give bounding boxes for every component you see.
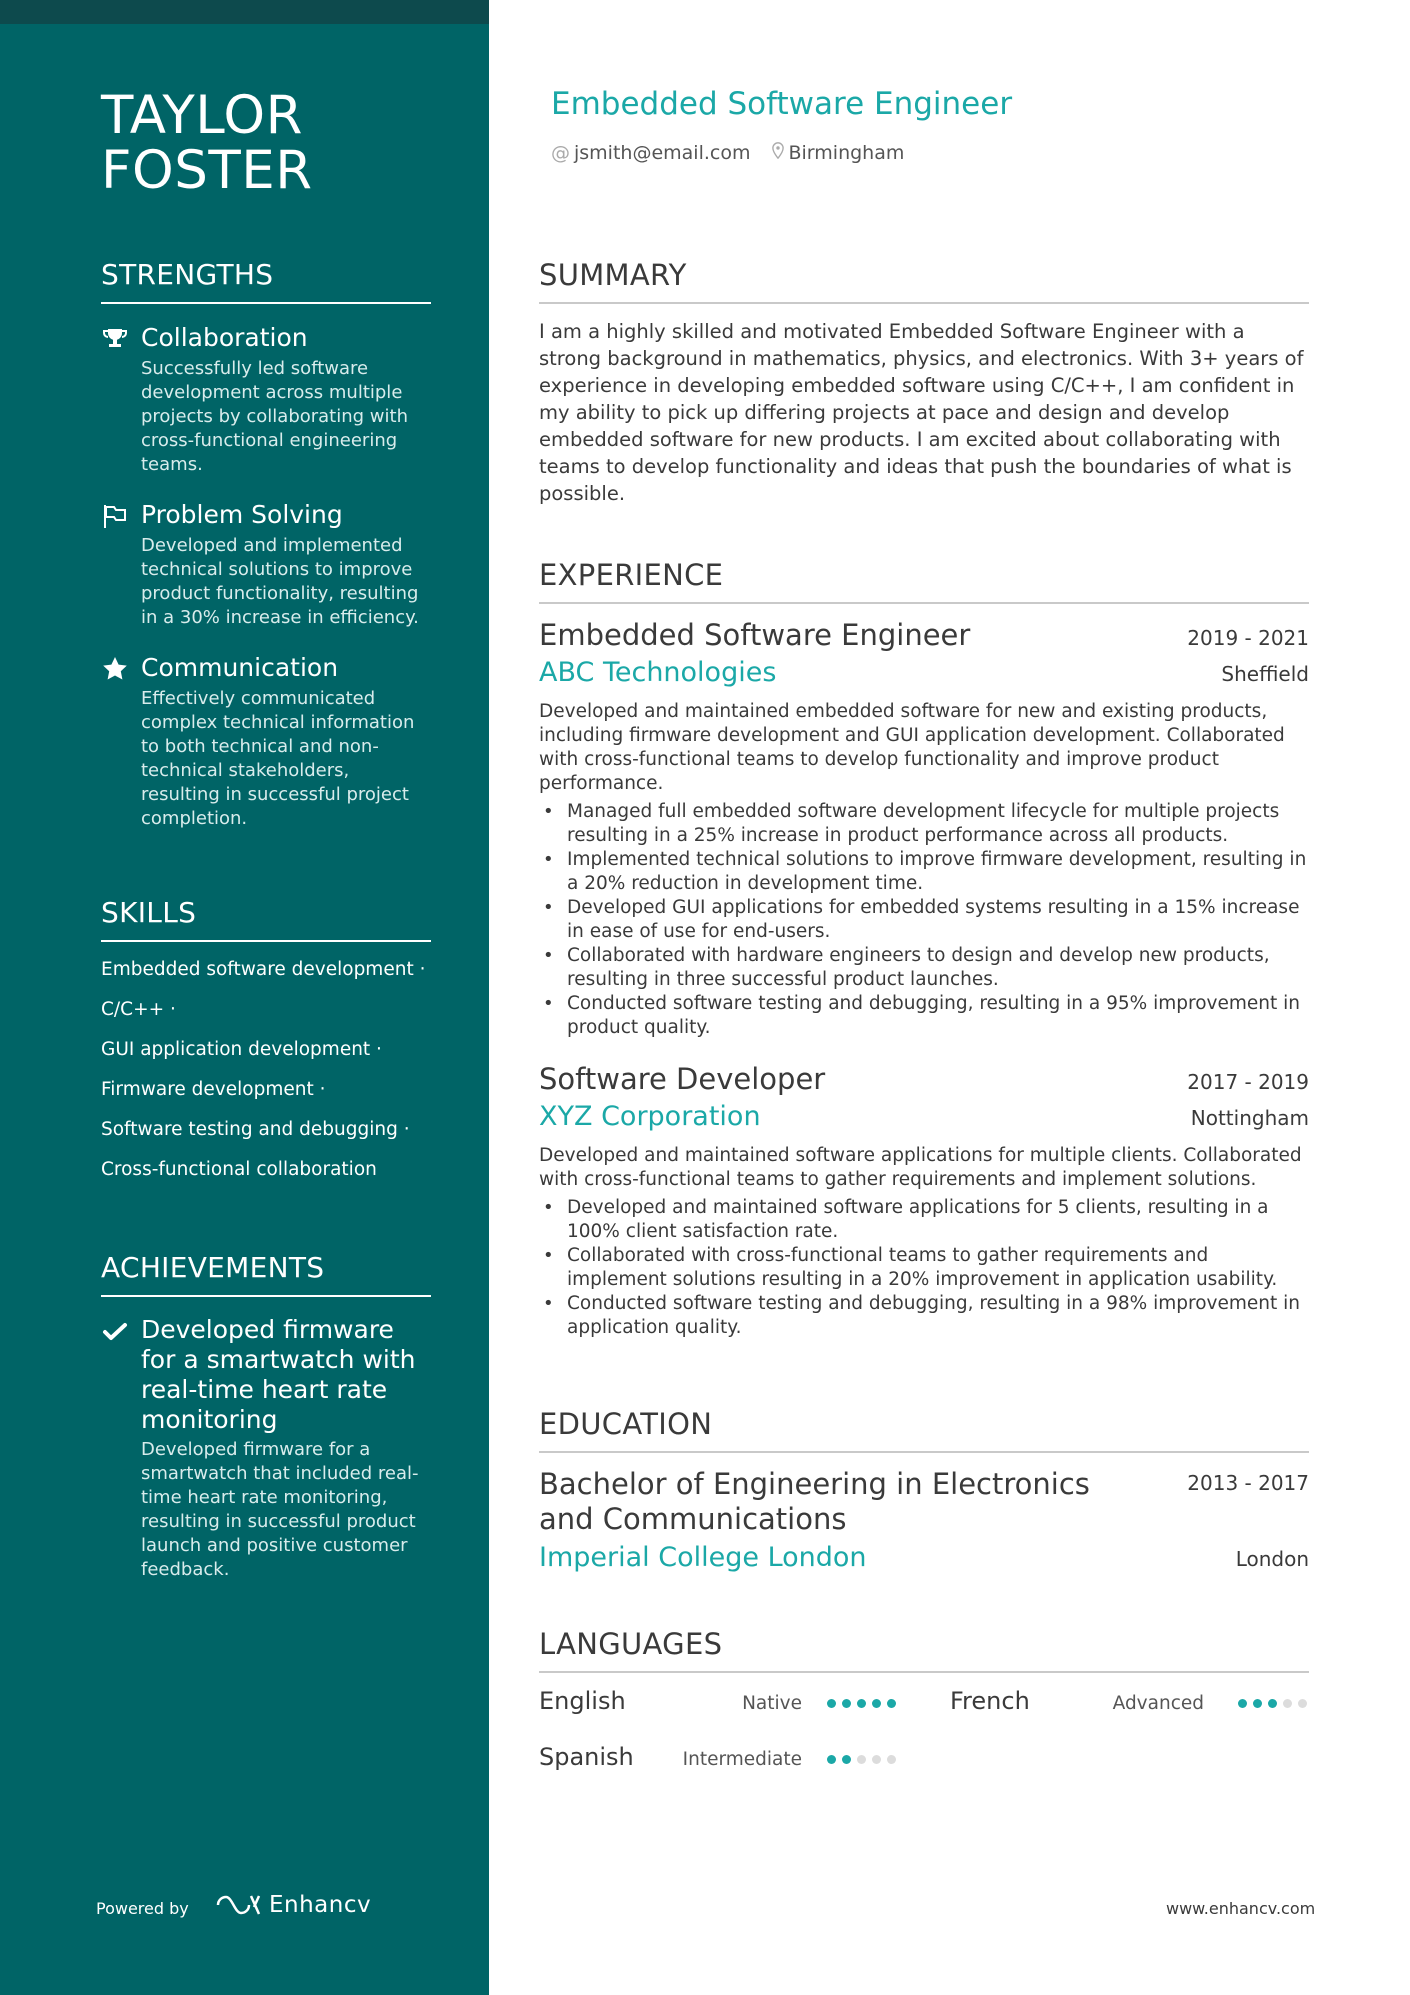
experience-bullets (539, 1196, 1309, 1340)
email-contact[interactable] (551, 142, 750, 164)
rating-dot (842, 1755, 851, 1764)
achievement-title: Developed firmware for a smartwatch with real-time heart rate monitoring (141, 1315, 416, 1434)
strength-item (101, 499, 431, 630)
education-location: London (1235, 1547, 1309, 1571)
language-name: Spanish (539, 1743, 634, 1771)
rating-dot (887, 1755, 896, 1764)
bullet-item: • Implemented technical solutions to improve firmware development, resulting in a 20% reduction in development time. (567, 848, 1309, 896)
languages-grid (539, 1683, 1309, 1793)
achievements-section (101, 1251, 431, 1582)
rating-dot (1253, 1699, 1262, 1708)
candidate-name: TAYLOR FOSTER (101, 85, 313, 201)
language-level: Native (742, 1693, 802, 1714)
achievement-item (101, 1315, 431, 1582)
skills-heading: SKILLS (101, 896, 431, 942)
education-school: Imperial College London (539, 1542, 867, 1573)
enhancv-brand-name: Enhancv (269, 1892, 372, 1918)
language-name: French (950, 1687, 1030, 1715)
strength-description: Successfully led software development across multiple projects by collaborating with cross-functional engineering teams. (141, 358, 408, 475)
email-text: jsmith@email.com (574, 142, 751, 164)
achievement-description: Developed firmware for a smartwatch that included real-time heart rate monitoring, resulting in successful product launch and positive customer feedback. (141, 1439, 419, 1580)
at-sign-icon: @ (551, 142, 570, 164)
rating-dot (827, 1755, 836, 1764)
strength-item (101, 652, 431, 831)
rating-dot (872, 1755, 881, 1764)
rating-dot (887, 1699, 896, 1708)
experience-dates: 2017 - 2019 (1187, 1070, 1309, 1094)
experience-company: XYZ Corporation (539, 1101, 761, 1132)
strengths-heading: STRENGTHS (101, 258, 431, 304)
summary-heading: SUMMARY (539, 258, 1309, 304)
skills-section (101, 896, 431, 1182)
skill-item: Cross-functional collaboration (101, 1159, 377, 1180)
education-heading: EDUCATION (539, 1407, 1309, 1453)
rating-dot (1298, 1699, 1307, 1708)
strength-title: Communication (141, 653, 339, 682)
experience-bullets (539, 800, 1309, 1040)
skill-item: Embedded software development · (101, 959, 426, 980)
sidebar-top-band (0, 0, 489, 24)
rating-dot (1238, 1699, 1247, 1708)
experience-dates: 2019 - 2021 (1187, 626, 1309, 650)
enhancv-logo[interactable] (215, 1892, 371, 1918)
sidebar (0, 0, 489, 1995)
rating-dot (1268, 1699, 1277, 1708)
bullet-item: • Conducted software testing and debugging, resulting in a 95% improvement in product quality. (567, 992, 1309, 1040)
rating-dot (1283, 1699, 1292, 1708)
skill-item: C/C++ · (101, 999, 176, 1020)
experience-title: Embedded Software Engineer (539, 618, 971, 652)
contact-info (551, 142, 926, 164)
experience-section (539, 558, 1309, 1340)
enhancv-logo-icon (215, 1892, 261, 1918)
language-name: English (539, 1687, 626, 1715)
rating-dot (827, 1699, 836, 1708)
skill-item: Software testing and debugging · (101, 1119, 410, 1140)
bullet-item: • Collaborated with hardware engineers to design and develop new products, resulting in three successful product launches. (567, 944, 1309, 992)
rating-dot (842, 1699, 851, 1708)
header-job-title: Embedded Software Engineer (551, 86, 1013, 122)
education-dates: 2013 - 2017 (1187, 1471, 1309, 1495)
strength-item (101, 322, 431, 477)
star-icon (101, 655, 129, 683)
trophy-icon (101, 325, 129, 353)
bullet-item: • Managed full embedded software development lifecycle for multiple projects resulting in a 25% increase in product performance across all products. (567, 800, 1309, 848)
flag-icon (101, 502, 129, 530)
powered-by-label: Powered by (96, 1899, 189, 1918)
bullet-item: • Collaborated with cross-functional teams to gather requirements and implement solutions resulting in a 20% improvement in application usability. (567, 1244, 1309, 1292)
rating-dot (857, 1755, 866, 1764)
strength-description: Effectively communicated complex technical information to both technical and non-technical stakeholders, resulting in successful project completion. (141, 688, 415, 829)
experience-heading: EXPERIENCE (539, 558, 1309, 604)
summary-text: I am a highly skilled and motivated Embedded Software Engineer with a strong background in mathematics, physics, and electronics. With 3+ years of experience in developing embedded software using C/C++, I am confident in my ability to pick up differing projects at pace and design and develop embedded software for new products. I am excited about collaborating with teams to develop functionality and ideas that push the boundaries of what is possible. (539, 320, 1304, 505)
experience-location: Sheffield (1221, 662, 1309, 686)
language-rating (827, 1699, 902, 1708)
location-contact (772, 142, 904, 164)
experience-item (539, 616, 1309, 1040)
education-section (539, 1407, 1309, 1577)
footer-url[interactable]: www.enhancv.com (1166, 1899, 1316, 1918)
education-degree: Bachelor of Engineering in Electronics and Communications (539, 1467, 1090, 1536)
checkmark-icon (101, 1318, 129, 1346)
language-rating (827, 1755, 902, 1764)
bullet-item: • Developed and maintained software applications for 5 clients, resulting in a 100% client satisfaction rate. (567, 1196, 1309, 1244)
experience-item (539, 1060, 1309, 1340)
experience-description: Developed and maintained software applications for multiple clients. Collaborated with cross-functional teams to gather requirements and implement solutions. (539, 1145, 1302, 1190)
strength-title: Collaboration (141, 323, 308, 352)
bullet-item: • Developed GUI applications for embedded systems resulting in a 15% increase in ease of use for end-users. (567, 896, 1309, 944)
strength-title: Problem Solving (141, 500, 343, 529)
rating-dot (857, 1699, 866, 1708)
language-level: Intermediate (682, 1749, 802, 1770)
language-level: Advanced (1112, 1693, 1204, 1714)
bullet-item: • Conducted software testing and debugging, resulting in a 98% improvement in application quality. (567, 1292, 1309, 1340)
summary-section (539, 258, 1309, 507)
skill-item: GUI application development · (101, 1039, 382, 1060)
map-pin-icon (772, 142, 784, 164)
experience-location: Nottingham (1190, 1106, 1309, 1130)
rating-dot (872, 1699, 881, 1708)
strengths-section (101, 258, 431, 831)
location-text: Birmingham (788, 142, 905, 164)
experience-company: ABC Technologies (539, 657, 777, 688)
skill-item: Firmware development · (101, 1079, 326, 1100)
achievements-heading: ACHIEVEMENTS (101, 1251, 431, 1297)
strength-description: Developed and implemented technical solutions to improve product functionality, resulting in a 30% increase in efficiency. (141, 535, 419, 628)
language-rating (1238, 1699, 1313, 1708)
education-item (539, 1467, 1309, 1577)
experience-description: Developed and maintained embedded software for new and existing products, including firmware development and GUI application development. Collaborated with cross-functional teams to develop functionality and improve product performance. (539, 701, 1285, 794)
languages-heading: LANGUAGES (539, 1627, 1309, 1673)
experience-title: Software Developer (539, 1062, 826, 1096)
languages-section (539, 1627, 1309, 1793)
